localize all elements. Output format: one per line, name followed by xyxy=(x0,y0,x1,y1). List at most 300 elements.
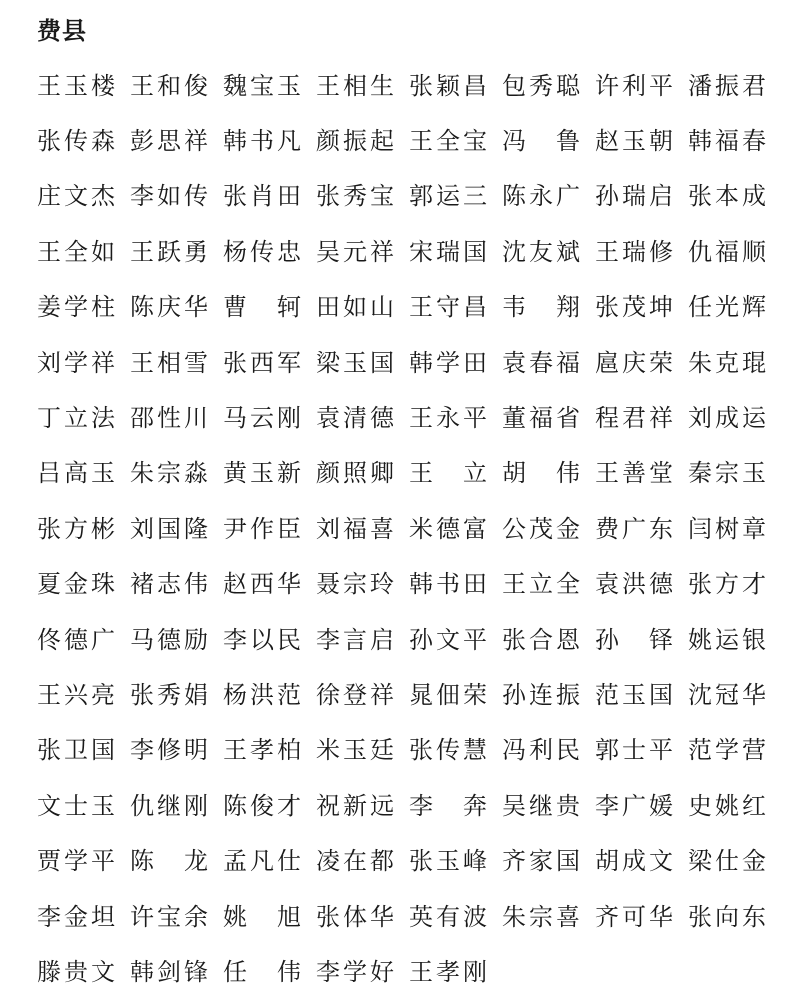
name-entry xyxy=(409,292,487,322)
name-char: 刘 xyxy=(688,404,712,433)
name-char: 王 xyxy=(130,348,154,377)
name-char: 张 xyxy=(130,680,154,709)
name-char: 成 xyxy=(622,847,646,876)
name-char: 德 xyxy=(436,514,460,543)
name-entry xyxy=(37,902,115,932)
name-entry xyxy=(409,957,487,987)
name-char: 立 xyxy=(529,570,553,599)
name-char: 以 xyxy=(250,625,274,654)
name-char: 齐 xyxy=(595,902,619,931)
name-char: 张 xyxy=(223,182,247,211)
name-entry xyxy=(37,680,115,710)
name-char: 马 xyxy=(223,404,247,433)
name-char: 学 xyxy=(343,957,367,986)
name-char: 冯 xyxy=(502,127,526,156)
name-entry xyxy=(37,625,115,655)
name-char: 齐 xyxy=(502,847,526,876)
name-entry xyxy=(316,292,394,322)
name-entry xyxy=(316,902,394,932)
name-char: 刘 xyxy=(37,348,61,377)
name-char: 李 xyxy=(130,182,154,211)
name-char: 吴 xyxy=(316,237,340,266)
name-char: 楼 xyxy=(91,71,115,100)
name-char: 喜 xyxy=(370,514,394,543)
name-char: 孝 xyxy=(436,957,460,986)
name-char: 夏 xyxy=(37,570,61,599)
name-entry xyxy=(37,181,115,211)
name-entry xyxy=(223,902,301,932)
name-char: 宗 xyxy=(715,459,739,488)
name-char: 兴 xyxy=(64,680,88,709)
name-entry xyxy=(502,71,580,101)
name-entry xyxy=(595,846,673,876)
name-char: 在 xyxy=(343,847,367,876)
name-char: 琨 xyxy=(742,348,766,377)
name-char: 学 xyxy=(64,293,88,322)
name-char: 友 xyxy=(529,237,553,266)
name-char: 王 xyxy=(409,293,433,322)
name-char: 张 xyxy=(688,902,712,931)
name-char: 滕 xyxy=(37,957,61,986)
name-char: 朱 xyxy=(130,459,154,488)
name-char: 连 xyxy=(529,680,553,709)
name-entry xyxy=(409,625,487,655)
name-char: 田 xyxy=(316,293,340,322)
name-entry xyxy=(409,71,487,101)
name-entry xyxy=(316,237,394,267)
name-char: 媛 xyxy=(649,791,673,820)
name-char: 李 xyxy=(37,902,61,931)
name-char: 祥 xyxy=(91,348,115,377)
name-char: 伟 xyxy=(184,570,208,599)
name-entry xyxy=(595,514,673,544)
name-char: 华 xyxy=(742,680,766,709)
name-char: 体 xyxy=(343,902,367,931)
name-char: 俊 xyxy=(184,71,208,100)
name-char: 利 xyxy=(529,736,553,765)
name-char: 朝 xyxy=(649,127,673,156)
name-char: 跃 xyxy=(157,237,181,266)
name-char: 树 xyxy=(715,514,739,543)
name-char: 刘 xyxy=(130,514,154,543)
name-char: 吕 xyxy=(37,459,61,488)
name-char: 姚 xyxy=(688,625,712,654)
name-char: 营 xyxy=(742,736,766,765)
name-char: 宗 xyxy=(157,459,181,488)
name-char: 守 xyxy=(436,293,460,322)
name-entry xyxy=(595,902,673,932)
name-char: 范 xyxy=(277,680,301,709)
name-char: 李 xyxy=(595,791,619,820)
name-char: 仕 xyxy=(715,847,739,876)
name-char: 肖 xyxy=(250,182,274,211)
name-char: 堂 xyxy=(649,459,673,488)
name-char: 刚 xyxy=(277,404,301,433)
name-char: 三 xyxy=(463,182,487,211)
name-char: 费 xyxy=(595,514,619,543)
name-entry xyxy=(688,348,766,378)
name-entry xyxy=(130,237,208,267)
name-char: 袁 xyxy=(316,404,340,433)
name-char: 文 xyxy=(436,625,460,654)
name-entry xyxy=(595,71,673,101)
name-char: 田 xyxy=(463,570,487,599)
name-char: 凌 xyxy=(316,847,340,876)
name-char: 胡 xyxy=(502,459,526,488)
name-entry xyxy=(223,126,301,156)
name-entry xyxy=(130,292,208,322)
name-char: 广 xyxy=(91,625,115,654)
name-char: 国 xyxy=(463,237,487,266)
name-char: 修 xyxy=(649,237,673,266)
name-char: 运 xyxy=(715,625,739,654)
name-char: 陈 xyxy=(223,791,247,820)
name-entry xyxy=(316,71,394,101)
name-char: 华 xyxy=(184,293,208,322)
name-entry xyxy=(130,348,208,378)
name-char: 王 xyxy=(409,404,433,433)
name-entry xyxy=(223,957,301,987)
name-entry xyxy=(37,569,115,599)
name-entry xyxy=(409,403,487,433)
name-entry xyxy=(223,625,301,655)
name-entry xyxy=(316,625,394,655)
name-char: 孙 xyxy=(502,680,526,709)
name-char: 元 xyxy=(343,237,367,266)
name-char: 扈 xyxy=(595,348,619,377)
name-char: 韩 xyxy=(223,127,247,156)
name-entry xyxy=(130,680,208,710)
name-char: 刘 xyxy=(316,514,340,543)
name-char: 相 xyxy=(157,348,181,377)
name-char: 贾 xyxy=(37,847,61,876)
name-entry xyxy=(37,846,115,876)
name-entry xyxy=(37,237,115,267)
name-entry xyxy=(688,403,766,433)
name-char: 光 xyxy=(715,293,739,322)
name-entry xyxy=(130,458,208,488)
name-char: 仕 xyxy=(277,847,301,876)
name-char: 梁 xyxy=(688,847,712,876)
name-entry xyxy=(223,71,301,101)
name-char: 金 xyxy=(742,847,766,876)
name-char: 臣 xyxy=(277,514,301,543)
name-entry xyxy=(130,791,208,821)
name-char: 昌 xyxy=(463,71,487,100)
name-char: 姚 xyxy=(715,791,739,820)
name-char: 王 xyxy=(409,459,433,488)
name-char: 赵 xyxy=(595,127,619,156)
name-entry xyxy=(502,791,580,821)
name-char: 云 xyxy=(250,404,274,433)
name-char: 庄 xyxy=(37,182,61,211)
name-char: 玉 xyxy=(436,847,460,876)
name-entry xyxy=(37,348,115,378)
name-char: 公 xyxy=(502,514,526,543)
name-char: 传 xyxy=(436,736,460,765)
name-char: 波 xyxy=(463,902,487,931)
name-entry xyxy=(130,181,208,211)
name-char: 玉 xyxy=(250,459,274,488)
name-entry xyxy=(595,348,673,378)
name-char: 英 xyxy=(409,902,433,931)
name-entry xyxy=(595,458,673,488)
name-entry xyxy=(688,791,766,821)
name-char: 茂 xyxy=(529,514,553,543)
name-char: 史 xyxy=(688,791,712,820)
name-entry xyxy=(502,735,580,765)
name-entry xyxy=(223,846,301,876)
name-char: 翔 xyxy=(556,293,580,322)
name-char: 全 xyxy=(556,570,580,599)
name-char: 张 xyxy=(316,902,340,931)
name-char: 福 xyxy=(715,127,739,156)
name-entry xyxy=(316,126,394,156)
names-grid xyxy=(37,58,777,1000)
name-char: 恩 xyxy=(556,625,580,654)
name-char: 瑞 xyxy=(622,237,646,266)
name-char: 勇 xyxy=(184,237,208,266)
name-char: 顺 xyxy=(742,237,766,266)
name-char: 励 xyxy=(184,625,208,654)
name-char: 张 xyxy=(688,182,712,211)
name-char: 尹 xyxy=(223,514,247,543)
name-char: 许 xyxy=(595,71,619,100)
name-char: 胡 xyxy=(595,847,619,876)
name-entry xyxy=(223,292,301,322)
name-entry xyxy=(409,514,487,544)
name-char: 吴 xyxy=(502,791,526,820)
name-char: 西 xyxy=(250,570,274,599)
name-entry xyxy=(502,237,580,267)
name-char: 思 xyxy=(157,127,181,156)
name-char: 玉 xyxy=(64,71,88,100)
name-entry xyxy=(688,569,766,599)
name-entry xyxy=(595,181,673,211)
name-entry xyxy=(223,680,301,710)
name-char: 玉 xyxy=(622,127,646,156)
name-char: 永 xyxy=(529,182,553,211)
name-char: 远 xyxy=(370,791,394,820)
name-char: 曹 xyxy=(223,293,247,322)
name-char: 范 xyxy=(595,680,619,709)
name-char: 杨 xyxy=(223,237,247,266)
name-char: 高 xyxy=(64,459,88,488)
name-char: 广 xyxy=(622,514,646,543)
name-entry xyxy=(502,680,580,710)
name-char: 文 xyxy=(91,957,115,986)
name-char: 运 xyxy=(742,404,766,433)
name-char: 宝 xyxy=(370,182,394,211)
name-char: 传 xyxy=(250,237,274,266)
name-entry xyxy=(409,902,487,932)
name-char: 凡 xyxy=(250,847,274,876)
name-char: 志 xyxy=(157,570,181,599)
name-char: 杨 xyxy=(223,680,247,709)
name-entry xyxy=(502,902,580,932)
name-char: 家 xyxy=(529,847,553,876)
name-char: 秀 xyxy=(343,182,367,211)
name-char: 沈 xyxy=(502,237,526,266)
name-char: 宝 xyxy=(250,71,274,100)
name-char: 褚 xyxy=(130,570,154,599)
name-char: 瑞 xyxy=(436,237,460,266)
name-char: 秀 xyxy=(157,680,181,709)
name-char: 程 xyxy=(595,404,619,433)
name-entry xyxy=(409,348,487,378)
name-entry xyxy=(316,348,394,378)
name-entry xyxy=(688,680,766,710)
name-char: 玉 xyxy=(343,736,367,765)
name-char: 闫 xyxy=(688,514,712,543)
name-char: 有 xyxy=(436,902,460,931)
name-char: 性 xyxy=(157,404,181,433)
name-char: 玉 xyxy=(742,459,766,488)
name-entry xyxy=(130,71,208,101)
name-entry xyxy=(316,846,394,876)
name-char: 平 xyxy=(91,847,115,876)
name-char: 朱 xyxy=(502,902,526,931)
name-char: 方 xyxy=(64,514,88,543)
name-char: 沈 xyxy=(688,680,712,709)
name-char: 梁 xyxy=(316,348,340,377)
name-char: 凡 xyxy=(277,127,301,156)
name-char: 贵 xyxy=(64,957,88,986)
name-char: 本 xyxy=(715,182,739,211)
name-char: 卫 xyxy=(64,736,88,765)
name-entry xyxy=(595,625,673,655)
name-entry xyxy=(130,902,208,932)
name-char: 坦 xyxy=(91,902,115,931)
name-char: 徐 xyxy=(316,680,340,709)
name-char: 民 xyxy=(277,625,301,654)
name-char: 张 xyxy=(223,348,247,377)
name-char: 柏 xyxy=(277,736,301,765)
name-char: 晁 xyxy=(409,680,433,709)
name-char: 姚 xyxy=(223,902,247,931)
name-char: 铎 xyxy=(649,625,673,654)
name-entry xyxy=(130,735,208,765)
name-char: 华 xyxy=(370,902,394,931)
name-entry xyxy=(223,791,301,821)
name-char: 韩 xyxy=(409,570,433,599)
name-char: 王 xyxy=(37,71,61,100)
name-char: 伟 xyxy=(277,957,301,986)
name-entry xyxy=(502,846,580,876)
name-char: 雪 xyxy=(184,348,208,377)
name-char: 书 xyxy=(250,127,274,156)
name-char: 山 xyxy=(370,293,394,322)
name-char: 慧 xyxy=(463,736,487,765)
name-char: 和 xyxy=(157,71,181,100)
name-char: 福 xyxy=(556,348,580,377)
name-char: 川 xyxy=(184,404,208,433)
name-char: 振 xyxy=(715,71,739,100)
name-char: 韦 xyxy=(502,293,526,322)
name-char: 张 xyxy=(409,847,433,876)
name-char: 全 xyxy=(64,237,88,266)
name-char: 贵 xyxy=(556,791,580,820)
name-char: 颜 xyxy=(316,459,340,488)
name-entry xyxy=(595,292,673,322)
name-entry xyxy=(688,902,766,932)
name-char: 孙 xyxy=(409,625,433,654)
name-char: 福 xyxy=(715,237,739,266)
name-char: 魏 xyxy=(223,71,247,100)
name-char: 彬 xyxy=(91,514,115,543)
name-char: 田 xyxy=(277,182,301,211)
name-char: 张 xyxy=(688,570,712,599)
name-char: 彭 xyxy=(130,127,154,156)
name-entry xyxy=(37,514,115,544)
name-char: 隆 xyxy=(184,514,208,543)
name-char: 李 xyxy=(316,625,340,654)
name-entry xyxy=(37,957,115,987)
name-entry xyxy=(316,569,394,599)
name-entry xyxy=(223,403,301,433)
name-char: 祥 xyxy=(184,127,208,156)
name-char: 宝 xyxy=(463,127,487,156)
name-entry xyxy=(688,126,766,156)
name-char: 任 xyxy=(688,293,712,322)
name-char: 章 xyxy=(742,514,766,543)
name-char: 张 xyxy=(37,736,61,765)
name-char: 红 xyxy=(742,791,766,820)
name-entry xyxy=(316,791,394,821)
name-char: 平 xyxy=(463,625,487,654)
name-char: 森 xyxy=(91,127,115,156)
name-char: 娟 xyxy=(184,680,208,709)
name-char: 如 xyxy=(157,182,181,211)
name-char: 张 xyxy=(595,293,619,322)
name-char: 李 xyxy=(130,736,154,765)
name-char: 颖 xyxy=(436,71,460,100)
name-char: 军 xyxy=(277,348,301,377)
name-char: 潘 xyxy=(688,71,712,100)
name-entry xyxy=(223,514,301,544)
name-char: 聪 xyxy=(556,71,580,100)
name-entry xyxy=(130,957,208,987)
name-entry xyxy=(223,348,301,378)
name-entry xyxy=(316,181,394,211)
name-char: 茂 xyxy=(622,293,646,322)
name-char: 学 xyxy=(436,348,460,377)
name-char: 廷 xyxy=(370,736,394,765)
name-entry xyxy=(502,625,580,655)
name-char: 峰 xyxy=(463,847,487,876)
name-char: 韩 xyxy=(409,348,433,377)
name-char: 省 xyxy=(556,404,580,433)
name-entry xyxy=(223,458,301,488)
name-char: 旭 xyxy=(277,902,301,931)
name-entry xyxy=(688,514,766,544)
name-char: 国 xyxy=(649,680,673,709)
name-char: 王 xyxy=(130,237,154,266)
name-char: 轲 xyxy=(277,293,301,322)
name-char: 米 xyxy=(409,514,433,543)
name-entry xyxy=(688,458,766,488)
name-char: 玉 xyxy=(277,71,301,100)
name-char: 王 xyxy=(316,71,340,100)
name-char: 李 xyxy=(223,625,247,654)
name-entry xyxy=(595,237,673,267)
name-entry xyxy=(37,403,115,433)
name-char: 杰 xyxy=(91,182,115,211)
name-char: 学 xyxy=(64,348,88,377)
name-char: 国 xyxy=(370,348,394,377)
name-entry xyxy=(502,126,580,156)
name-char: 张 xyxy=(502,625,526,654)
